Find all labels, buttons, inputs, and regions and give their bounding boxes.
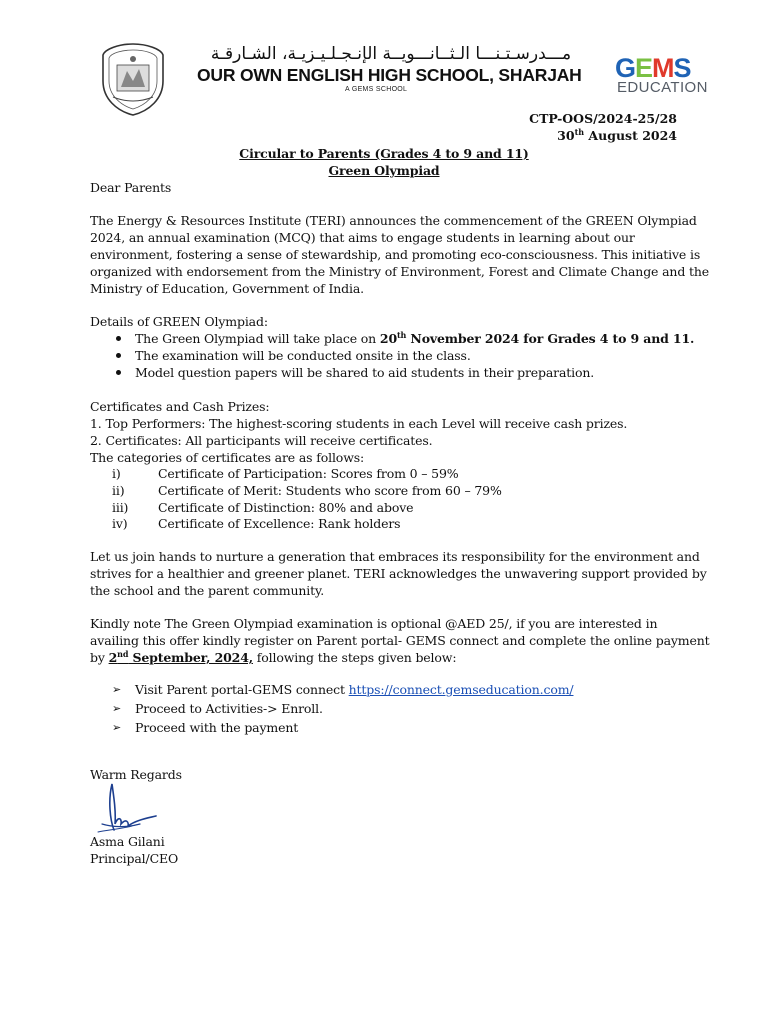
certificate-num: ii): [112, 483, 125, 498]
details-bullet-1: [135, 330, 694, 347]
gems-letter-g: G: [615, 54, 636, 80]
deadline-day: 2: [108, 650, 118, 665]
arrow-bullet-icon: ➢: [112, 721, 122, 734]
gems-education-logo: [615, 54, 723, 80]
certificate-item: Certificate of Excellence: Rank holders: [158, 516, 401, 531]
note-line-3: [90, 649, 456, 666]
deadline-month-year: September, 2024,: [128, 650, 253, 665]
certificates-line-2: 2. Certificates: All participants will receive certificates.: [90, 433, 433, 448]
closing-line-1: Let us join hands to nurture a generation that embraces its responsibility for the environment and: [90, 549, 700, 564]
note-line-1: Kindly note The Green Olympiad examination is optional @AED 25/, if you are interested in: [90, 616, 658, 631]
step-3: Proceed with the payment: [135, 720, 299, 735]
reference-block: [529, 110, 677, 144]
circular-subtitle: Green Olympiad: [328, 163, 440, 178]
certificate-item: Certificate of Distinction: 80% and above: [158, 500, 414, 515]
certificate-num: iv): [112, 516, 128, 531]
gems-letter-m: M: [652, 54, 674, 80]
school-crest-logo: [99, 41, 167, 117]
intro-line-5: Ministry of Education, Government of India.: [90, 281, 364, 296]
gems-letter-e: E: [635, 54, 653, 80]
details-heading: Details of GREEN Olympiad:: [90, 314, 268, 329]
bullet-dot: [116, 370, 121, 375]
intro-line-1: The Energy & Resources Institute (TERI) announces the commencement of the GREEN Olympiad: [90, 213, 697, 228]
bullet-1-date-grades: November 2024 for Grades 4 to 9 and 11.: [406, 331, 695, 346]
details-bullet-2: The examination will be conducted onsite in the class.: [135, 348, 471, 363]
date-suffix: th: [574, 126, 585, 137]
certificate-item: Certificate of Merit: Students who score from 60 – 79%: [158, 483, 502, 498]
deadline-date: [109, 650, 253, 665]
certificate-num: iii): [112, 500, 129, 515]
certificates-line-1: 1. Top Performers: The highest-scoring students in each Level will receive cash prizes.: [90, 416, 628, 431]
bullet-1-day: 20: [379, 331, 397, 346]
intro-line-4: organized with endorsement from the Ministry of Environment, Forest and Climate Change and the: [90, 264, 710, 279]
certificate-item: Certificate of Participation: Scores from 0 – 59%: [158, 466, 459, 481]
arrow-bullet-icon: ➢: [112, 702, 122, 715]
gems-connect-link[interactable]: https://connect.gemseducation.com/: [348, 682, 574, 697]
closing-line-3: the school and the parent community.: [90, 583, 325, 598]
certificates-heading: Certificates and Cash Prizes:: [90, 399, 270, 414]
school-name: OUR OWN ENGLISH HIGH SCHOOL, SHARJAH: [197, 65, 582, 85]
closing-line-2: strives for a healthier and greener planet. TERI acknowledges the unwavering support provided by: [90, 566, 707, 581]
date-day: 30: [557, 128, 575, 143]
step-1: [135, 681, 573, 698]
bullet-dot: [116, 353, 121, 358]
intro-line-3: environment, fostering a sense of stewardship, and promoting eco-consciousness. This initiative is: [90, 247, 701, 262]
details-bullet-3: Model question papers will be shared to aid students in their preparation.: [135, 365, 595, 380]
gems-letter-s: S: [673, 54, 691, 80]
bullet-1-suffix: th: [397, 329, 407, 340]
salutation: Dear Parents: [90, 180, 172, 195]
signatory-name: Asma Gilani: [90, 834, 165, 849]
gems-education-text: EDUCATION: [617, 79, 708, 96]
gems-wordmark: [615, 54, 691, 80]
school-name-arabic: مـــدرسـتـنـــا الـثــانـــويــة الإنـجـلـيـزيـة، الشـارقـة: [210, 44, 572, 64]
intro-line-2: 2024, an annual examination (MCQ) that aims to engage students in learning about our: [90, 230, 635, 245]
warm-regards: Warm Regards: [90, 767, 182, 782]
note-following: following the steps given below:: [252, 650, 457, 665]
note-by: by: [90, 650, 109, 665]
date-month-year: August 2024: [584, 128, 677, 143]
reference-code: CTP-OOS/2024-25/28: [529, 111, 677, 126]
arrow-bullet-icon: ➢: [112, 683, 122, 696]
circular-date: [529, 127, 677, 144]
school-tagline: A GEMS SCHOOL: [345, 86, 408, 93]
certificates-line-3: The categories of certificates are as follows:: [90, 450, 365, 465]
bullet-dot: [116, 336, 121, 341]
certificate-num: i): [112, 466, 121, 481]
step-2: Proceed to Activities-> Enroll.: [135, 701, 323, 716]
signatory-role: Principal/CEO: [90, 851, 179, 866]
signature: [96, 780, 162, 836]
step-1-text: Visit Parent portal-GEMS connect: [135, 682, 349, 697]
circular-title: Circular to Parents (Grades 4 to 9 and 11): [239, 146, 529, 161]
bullet-1-text: The Green Olympiad will take place on: [135, 331, 380, 346]
deadline-suffix: nd: [117, 648, 129, 659]
note-line-2: availing this offer kindly register on Parent portal- GEMS connect and complete the online payment: [90, 633, 710, 648]
